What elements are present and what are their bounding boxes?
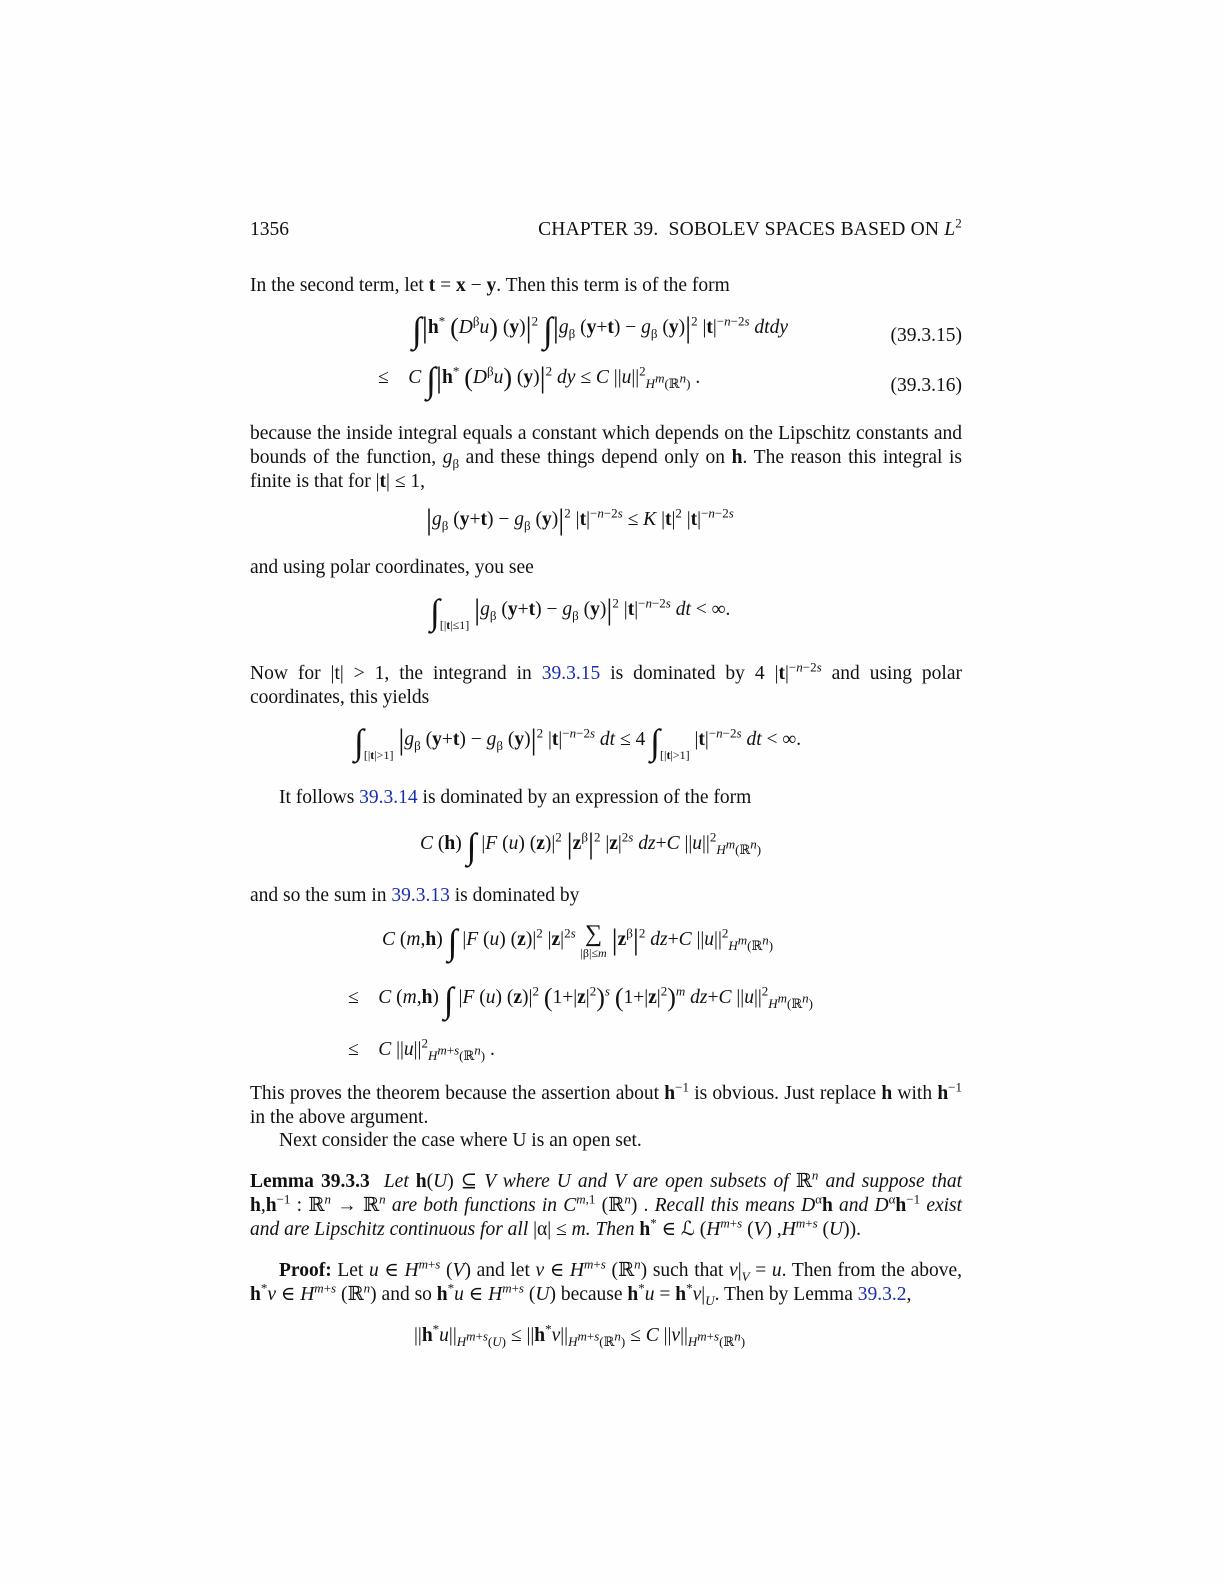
equation-39-3-15: ∫|h* $(D^\beta u)$ $(y)|^2$ $\int|g_\beta$ $(y+t) - g_\beta$ $(y)|^2$ $|t|^{-n-2s}$ dtdy: [412, 310, 788, 350]
equation-label-39-3-16: (39.3.16): [890, 375, 962, 396]
paragraph-inside-integral: because the inside integral equals a constant which depends on the Lipschitz constants and bounds of the function, $g_\beta$ and these things depend only on h. The reason this integral is finite is that for |t| ≤ 1,: [250, 423, 963, 492]
ref-39-3-14[interactable]: 39.3.14: [359, 787, 418, 808]
equation-sum-line-3: ≤ C $||u||^2_{H^{m+s}(ℝ^n)}$ .: [348, 1035, 495, 1063]
equation-label-39-3-15: (39.3.15): [890, 325, 962, 346]
equation-sum-line-2: ≤ C (m,h) ∫ |F (u) $(z)|^2$ $(1+|z|^2)^s$ $(1+|z|^2)^m$ dz+C $||u||^2_{H^m(ℝ^n)}$: [348, 980, 814, 1020]
page-number: 1356: [250, 219, 289, 240]
running-head: CHAPTER 39. SOBOLEV SPACES BASED ON $L^2$: [538, 215, 962, 240]
equation-sum-line-1: C (m,h) ∫ |F (u) $(z)|^2$ $|z|^{2s}$ ∑ |β|≤m $|z^\beta|^2$ dz+C $||u||^2_{H^m(ℝ^n)}$: [382, 921, 774, 962]
paragraph-proves-theorem: This proves the theorem because the assertion about $h^{-1}$ is obvious. Just replace h with $h^{-1}$ in the above argument.: [250, 1079, 963, 1128]
equation-integral-small: $\int_{[|t|\le 1]}$ $|g_\beta$ $(y+t) - g_\beta$ $(y)|^2$ $|t|^{-n-2s}$ dt < ∞.: [430, 592, 731, 632]
lemma-label: Lemma 39.3.3: [250, 1171, 370, 1192]
equation-small-t-bound: $|g_\beta$ $(y+t) - g_\beta$ $(y)|^2$ $|t|^{-n-2s} \le K$ $|t|^2$ $|t|^{-n-2s}$: [426, 503, 734, 536]
lemma-39-3-3: Lemma 39.3.3 Let h(U) ⊆ V where U and V are open subsets of ℝ$^n$ and suppose that $h,h^{-1}$ : ℝ$^n$ → ℝ$^n$ are both functions in C$^{m,1}$ (ℝ$^n$) . Recall this means $D^\alpha h$ and $D^\alpha h^{-1}$ exist and are Lipschitz continuous for all |α| ≤ m. Then h* ∈ ℒ ($H^{m+s}$ (V) $,H^{m+s}$ (U)).: [250, 1167, 963, 1240]
ref-39-3-2[interactable]: 39.3.2: [857, 1284, 907, 1305]
paragraph-intro: In the second term, let t = x − y. Then this term is of the form: [250, 275, 730, 296]
equation-integral-large: $\int_{[|t|>1]}$ $|g_\beta$ $(y+t) - g_\beta$ $(y)|^2$ $|t|^{-n-2s}$ dt ≤ 4 $\int_{[|t|>1]}$ $|t|^{-n-2s}$ dt < ∞.: [354, 722, 802, 762]
ref-39-3-15[interactable]: 39.3.15: [541, 663, 601, 684]
proof-paragraph: Proof: Let u ∈ $H^{m+s}$ (V) and let v ∈ $H^{m+s}$ (ℝ$^n$) such that $v|_V = u$. Then from the above, h*v ∈ $H^{m+s}$ (ℝ$^n$) and so h*u ∈ $H^{m+s}$ (U) because $h^*u = h^*v|_U$. Then by Lemma 39.3.2,: [250, 1256, 963, 1308]
paragraph-polar: and using polar coordinates, you see: [250, 557, 534, 578]
equation-dominated-form: C (h) ∫ |F (u) $(z)|^2$ $|z^\beta|^2$ $|z|^{2s}$ dz+C $||u||^2_{H^m(ℝ^n)}$: [420, 826, 762, 866]
equation-39-3-16: ≤ C ∫|h* $(D^\beta u)$ $(y)|^2$ dy ≤ C $||u||^2_{H^m(ℝ^n)}$ .: [378, 360, 701, 400]
page-header: [250, 215, 962, 244]
paragraph-large-t: Now for |t| > 1, the integrand in 39.3.15 is dominated by 4 $|t|^{-n-2s}$ and using polar coordinates, this yields: [250, 659, 962, 708]
paragraph-open-set: Next consider the case where U is an open set.: [279, 1130, 642, 1151]
ref-39-3-13[interactable]: 39.3.13: [391, 885, 450, 906]
paragraph-it-follows: It follows 39.3.14 is dominated by an expression of the form: [279, 787, 752, 808]
equation-final-bound: $||h^*u||_{H^{m+s}(U)} \le ||h^*v||_{H^{m+s}(ℝ^n)} \le C$ $||v||_{H^{m+s}(ℝ^n)}$: [414, 1321, 746, 1349]
proof-label: Proof:: [279, 1260, 332, 1281]
paragraph-sum: and so the sum in 39.3.13 is dominated by: [250, 885, 580, 906]
